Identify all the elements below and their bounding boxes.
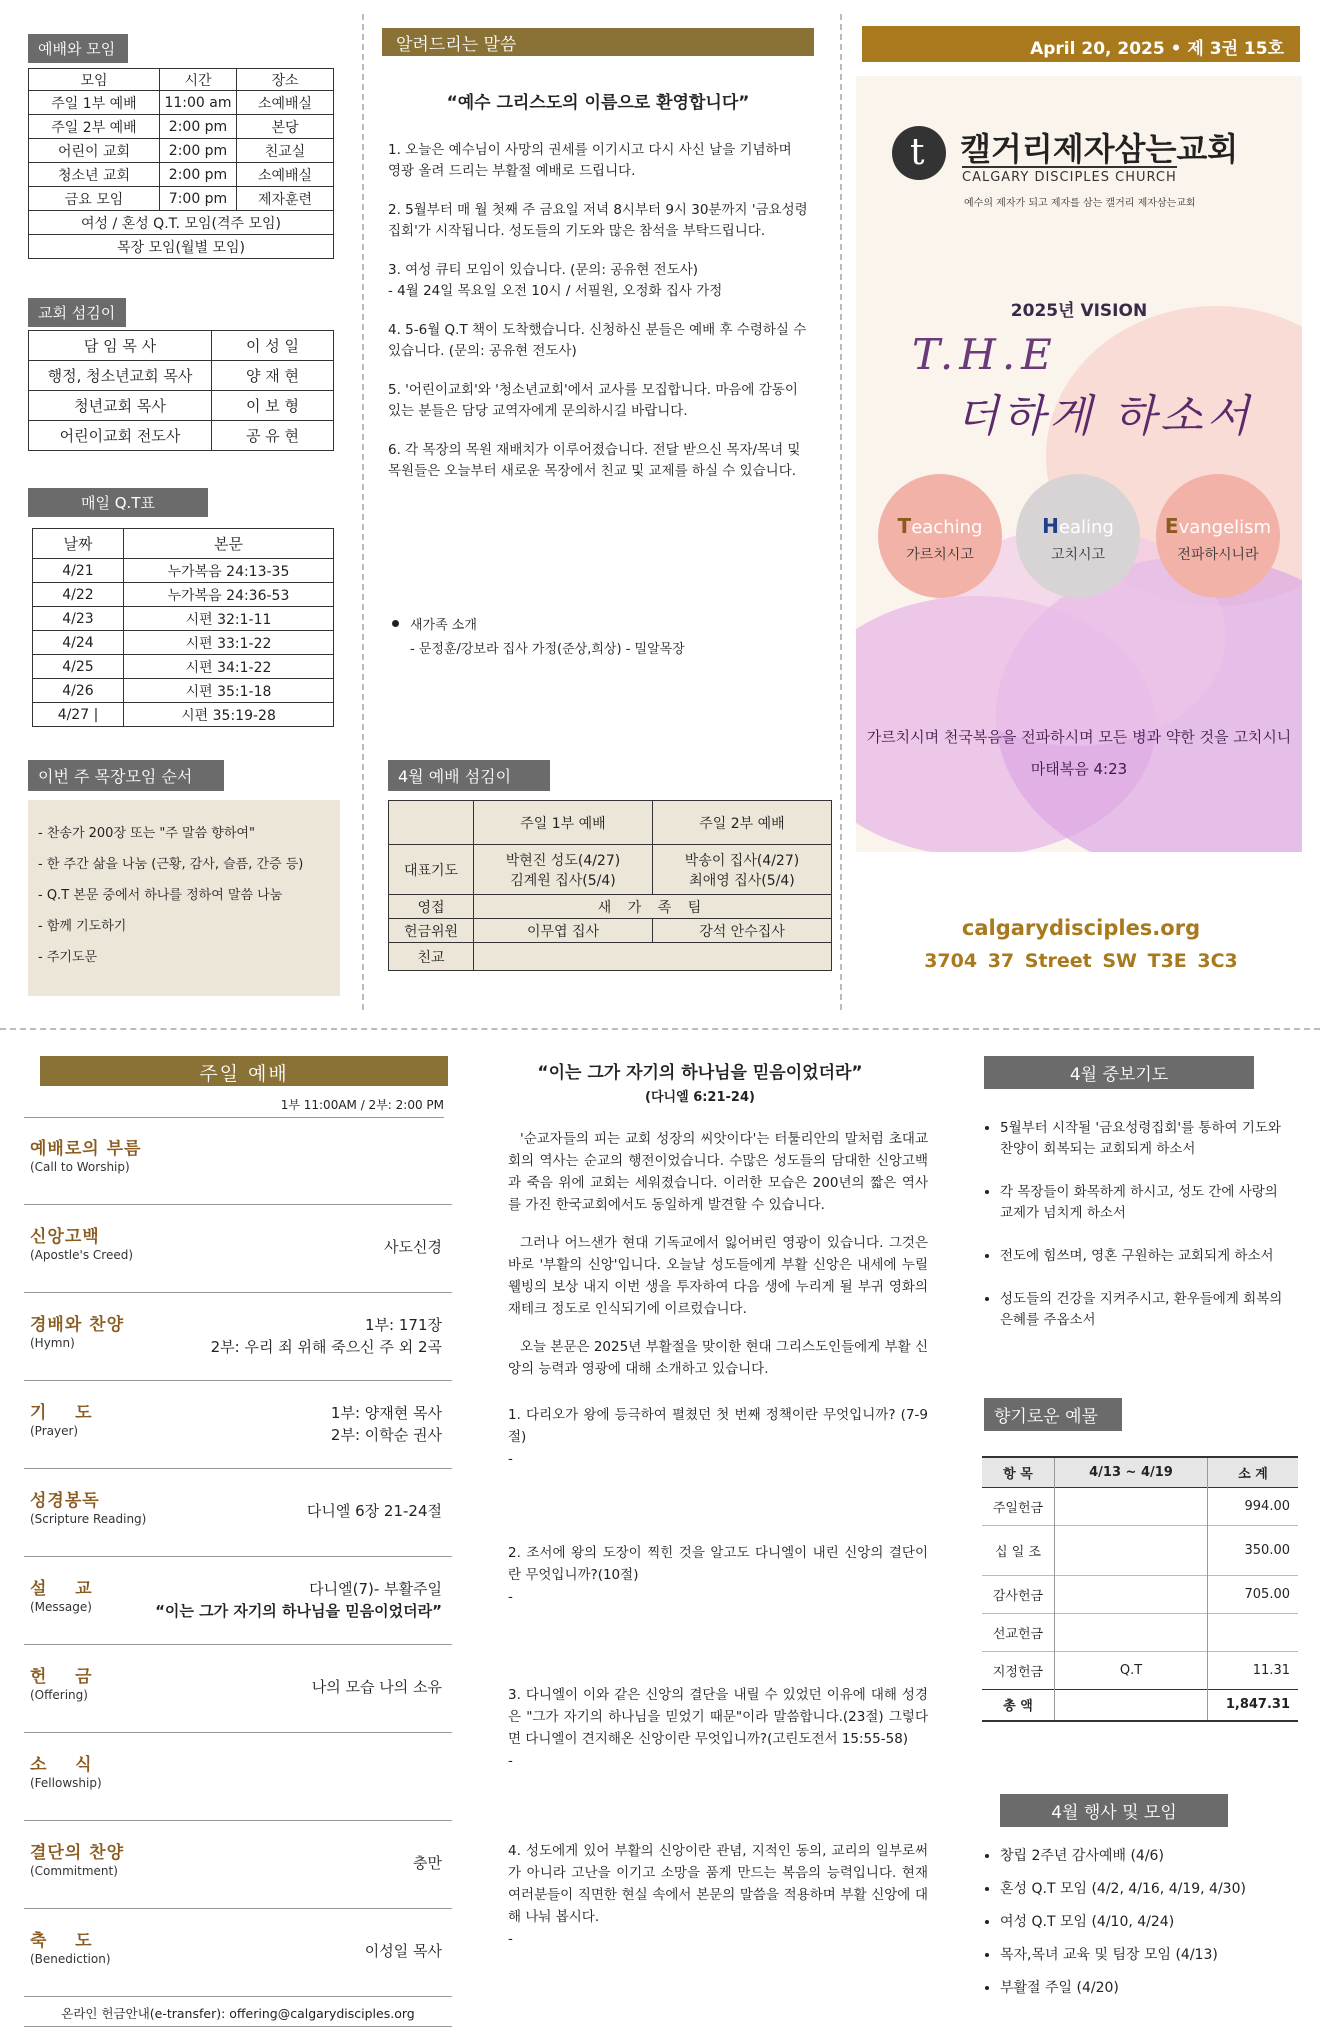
mokjang-item: - Q.T 본문 중에서 하나를 정하여 말씀 나눔 <box>38 888 283 903</box>
table-cell <box>653 845 832 895</box>
table-cell: 4/22 <box>33 583 124 607</box>
order-creed <box>24 1216 452 1293</box>
sunday-worship-header: 주일 예배 <box>40 1056 448 1086</box>
events-list <box>982 1846 1302 2011</box>
order-title: 경배와 찬양 <box>30 1315 125 1335</box>
notice-item: 4. 5-6월 Q.T 책이 도착했습니다. 신청하신 분들은 예배 후 수령하실 수 있습니다. (문의: 공유현 전도사) <box>388 322 807 359</box>
teaching-label: Teaching <box>897 514 983 538</box>
order-sub: (Commitment) <box>30 1864 118 1878</box>
table-header: 장소 <box>237 69 334 91</box>
table-cell: 청년교회 목사 <box>29 391 212 421</box>
notice-item: 6. 각 목장의 목원 재배치가 이루어졌습니다. 전달 받으신 목자/목녀 및 목원들은 오늘부터 새로운 목장에서 친교 및 교제를 하실 수 있습니다. <box>388 442 801 479</box>
table-cell: 강석 안수집사 <box>653 919 832 943</box>
order-hymn <box>24 1304 452 1381</box>
slogan: 더하게 하소서 <box>956 391 1254 442</box>
the-text: T.H.E <box>912 330 1058 379</box>
table-cell: 어린이 교회 <box>29 139 160 163</box>
order-value: 나의 모습 나의 소유 <box>311 1678 442 1696</box>
website-link[interactable]: calgarydisciples.org <box>961 916 1201 940</box>
address: 3704 37 Street SW T3E 3C3 <box>924 950 1238 972</box>
event-item: • 창립 2주년 감사예배 (4/6) <box>1000 1846 1302 1867</box>
bullet-icon <box>392 620 399 627</box>
rep-line: 김계원 집사(5/4) <box>510 872 616 889</box>
order-value: 1부: 171장 2부: 우리 죄 위해 죽으신 주 외 2곡 <box>210 1316 442 1356</box>
order-sub: (Prayer) <box>30 1424 79 1438</box>
qt-table <box>32 528 334 727</box>
sermon-title: “이는 그가 자기의 하나님을 믿음이었더라” <box>537 1063 863 1083</box>
order-sub: (Scripture Reading) <box>30 1512 147 1526</box>
notice-item: 5. '어린이교회'와 '청소년교회'에서 교사를 모집합니다. 마음에 감동이 있는 분들은 담당 교역자에게 문의하시길 바랍니다. <box>388 382 798 419</box>
table-cell: 헌금위원 <box>389 919 474 943</box>
table-cell <box>389 801 474 845</box>
order-value: 사도신경 <box>384 1238 442 1256</box>
order-call-to-worship <box>24 1128 452 1205</box>
healing-label: Healing <box>1042 514 1114 538</box>
table-cell: 대표기도 <box>389 845 474 895</box>
prayer-tag: 4월 중보기도 <box>984 1056 1254 1089</box>
table-header: 주일 2부 예배 <box>653 801 832 845</box>
sermon-paragraph: 그러나 어느샌가 현대 기독교에서 잃어버린 영광이 있습니다. 그것은 바로 '부활의 신앙'입니다. 오늘날 성도들에게 부활 신앙은 내세에 누릴 웰빙의 보상 내지 이번 생을 투자하여 다음 생에 누리게 될 부귀 영화의 재테크 정도로 인식되기에 이르렀습니다. <box>508 1235 928 1317</box>
table-cell: 여성 / 혼성 Q.T. 모임(격주 모임) <box>29 211 334 235</box>
table-cell: 금요 모임 <box>29 187 160 211</box>
teaching-ko: 가르치시고 <box>906 547 974 563</box>
order-benediction <box>24 1920 452 1997</box>
order-offering <box>24 1656 452 1733</box>
evangelism-ko: 전파하시니라 <box>1177 547 1259 563</box>
motto: 예수의 제자가 되고 제자를 삼는 캘거리 제자삼는교회 <box>964 198 1196 209</box>
table-cell <box>1055 1613 1208 1651</box>
rep-line: 박송이 집사(4/27) <box>684 852 800 869</box>
table-header: 항 목 <box>982 1457 1055 1487</box>
notice-item: 3. 여성 큐티 모임이 있습니다. (문의: 공유현 전도사) <box>388 262 699 278</box>
mokjang-tag: 이번 주 목장모임 순서 <box>28 760 224 791</box>
prayer-item: • 5월부터 시작될 '금요성령집회'를 통하여 기도와 찬양이 회복되는 교회되게 하소서 <box>1000 1118 1294 1160</box>
sermon-question: 4. 성도에게 있어 부활의 신앙이란 관념, 지적인 동의, 교리의 일부로써가 아니라 고난을 이기고 소망을 품게 만드는 복음의 능력입니다. 현재 여러분들이 직면한 현실 속에서 본문의 말씀을 적용하며 부활 신앙에 대해 나눠 봅시다. - <box>508 1843 928 1947</box>
table-cell: 소예배실 <box>237 91 334 115</box>
notice-item: 2. 5월부터 매 월 첫째 주 금요일 저녁 8시부터 9시 30분까지 '금요성령집회'가 시작됩니다. 성도들의 기도와 많은 참석을 부탁드립니다. <box>388 202 808 239</box>
order-scripture <box>24 1480 452 1557</box>
table-cell: 시편 32:1-11 <box>124 607 334 631</box>
order-title: 축 도 <box>30 1931 93 1951</box>
order-sub: (Apostle's Creed) <box>30 1248 134 1262</box>
notice-item: 1. 오늘은 예수님이 사망의 권세를 이기시고 다시 사신 날을 기념하며 영광 올려 드리는 부활절 예배로 드립니다. <box>388 142 792 179</box>
order-prayer <box>24 1392 452 1469</box>
event-item: • 부활절 주일 (4/20) <box>1000 1978 1302 1999</box>
order-title: 신앙고백 <box>30 1227 100 1247</box>
order-value: 다니엘(7)- 부활주일 “이는 그가 자기의 하나님을 믿음이었더라” <box>155 1580 442 1620</box>
table-cell <box>1055 1575 1208 1613</box>
order-value: 다니엘 6장 21-24절 <box>306 1502 442 1520</box>
offering-table <box>982 1456 1298 1722</box>
order-sub: (Fellowship) <box>30 1776 102 1790</box>
evangelism-label: Evangelism <box>1164 514 1272 538</box>
table-header: 주일 1부 예배 <box>474 801 653 845</box>
servants-tag: 교회 섬김이 <box>28 298 126 327</box>
fold-line <box>0 1028 1320 1030</box>
table-cell: 주일 2부 예배 <box>29 115 160 139</box>
table-header: 모임 <box>29 69 160 91</box>
online-offering: 온라인 헌금안내(e-transfer): offering@calgarydisciples.org <box>24 2004 452 2027</box>
qt-tag: 매일 Q.T표 <box>28 488 208 517</box>
worship-times: 1부 11:00AM / 2부: 2:00 PM <box>24 1096 444 1118</box>
order-title: 기 도 <box>30 1403 93 1423</box>
table-cell: 11.31 <box>1252 1662 1290 1678</box>
table-cell: 주일헌금 <box>982 1487 1055 1525</box>
table-cell: 이무엽 집사 <box>474 919 653 943</box>
healing-ko: 고치시고 <box>1050 547 1106 563</box>
order-value: 1부: 양재현 목사 2부: 이학순 권사 <box>330 1404 442 1444</box>
order-title: 소 식 <box>30 1755 93 1775</box>
table-cell: 2:00 pm <box>160 163 237 187</box>
order-message <box>24 1568 452 1645</box>
table-cell: 친교 <box>389 943 474 971</box>
table-cell <box>1208 1613 1299 1651</box>
total-value: 1,847.31 <box>1225 1697 1290 1713</box>
order-fellowship <box>24 1744 452 1821</box>
mokjang-item: - 한 주간 삶을 나눔 (근황, 감사, 슬픔, 간증 등) <box>38 857 304 872</box>
table-cell: 2:00 pm <box>160 139 237 163</box>
healing-circle <box>1016 474 1140 598</box>
order-title: 설 교 <box>30 1579 93 1599</box>
table-cell: 본당 <box>237 115 334 139</box>
table-cell: 제자훈련 <box>237 187 334 211</box>
table-header: 소 계 <box>1238 1466 1268 1482</box>
table-cell: 십 일 조 <box>982 1525 1055 1575</box>
sermon-body <box>508 1128 928 1396</box>
notices-list <box>388 140 808 500</box>
table-cell: 이 보 형 <box>212 391 334 421</box>
table-cell: 11:00 am <box>160 91 237 115</box>
prayer-item: • 각 목장들이 화목하게 하시고, 성도 간에 사랑의 교제가 넘치게 하소서 <box>1000 1182 1294 1224</box>
prayer-item: • 전도에 힘쓰며, 영혼 구원하는 교회되게 하소서 <box>1000 1246 1294 1267</box>
offering-tag: 향기로운 예물 <box>984 1398 1122 1431</box>
table-cell: 4/27 | <box>33 703 124 727</box>
rep-line: 최애영 집사(5/4) <box>689 872 795 889</box>
order-sub: (Offering) <box>30 1688 88 1702</box>
table-cell: 350.00 <box>1244 1542 1290 1558</box>
order-sub: (Call to Worship) <box>30 1160 130 1174</box>
teaching-circle <box>878 474 1002 598</box>
table-cell: 누가복음 24:36-53 <box>124 583 334 607</box>
church-name-en: CALGARY DISCIPLES CHURCH <box>962 166 1177 185</box>
april-service-table <box>388 800 832 971</box>
prayer-item: • 성도들의 건강을 지켜주시고, 환우들에게 회복의 은혜를 주옵소서 <box>1000 1289 1294 1331</box>
worship-meetings-tag: 예배와 모임 <box>28 34 128 63</box>
order-sub: (Message) <box>30 1600 92 1614</box>
order-title: 결단의 찬양 <box>30 1843 125 1863</box>
table-cell: 시편 33:1-22 <box>124 631 334 655</box>
table-cell <box>474 943 832 971</box>
logo-t-icon: t <box>910 132 925 173</box>
table-header: 날짜 <box>33 529 124 559</box>
order-value: 충만 <box>413 1854 442 1872</box>
notices-title: “예수 그리스도의 이름으로 환영합니다” <box>446 93 750 113</box>
mokjang-item: - 주기도문 <box>38 950 98 965</box>
table-cell: 7:00 pm <box>160 187 237 211</box>
newfamily-text: - 문정훈/강보라 집사 가정(준상,희상) - 밀알목장 <box>410 642 685 657</box>
table-cell: 선교헌금 <box>982 1613 1055 1651</box>
table-cell: 4/21 <box>33 559 124 583</box>
table-cell: 양 재 현 <box>212 361 334 391</box>
order-sub: (Benediction) <box>30 1952 111 1966</box>
table-cell: 705.00 <box>1244 1586 1290 1602</box>
table-cell: 이 성 일 <box>212 331 334 361</box>
table-cell <box>1055 1487 1208 1525</box>
order-value: 이성일 목사 <box>364 1942 442 1960</box>
verse: 가르치시며 천국복음을 전파하시며 모든 병과 약한 것을 고치시니 <box>866 728 1292 746</box>
table-cell: 주일 1부 예배 <box>29 91 160 115</box>
sermon-paragraph: 오늘 본문은 2025년 부활절을 맞이한 현대 그리스도인들에게 부활 신앙의 능력과 영광에 대해 소개하고 있습니다. <box>508 1339 928 1377</box>
table-cell: 어린이교회 전도사 <box>29 421 212 451</box>
event-item: • 여성 Q.T 모임 (4/10, 4/24) <box>1000 1912 1302 1933</box>
sermon-paragraph: '순교자들의 피는 교회 성장의 씨앗이다'는 터툴리안의 말처럼 초대교회의 역사는 순교의 행전이었습니다. 수많은 성도들의 담대한 신앙고백과 죽음 위에 교회는 세워졌습니다. 이러한 모습은 200년의 짧은 역사를 가진 한국교회에서도 동일하게 발견할 수 있습니다. <box>508 1131 928 1213</box>
notices-header: 알려드리는 말씀 <box>382 28 814 56</box>
table-cell <box>1055 1525 1208 1575</box>
april-service-tag: 4월 예배 섬김이 <box>388 760 550 791</box>
table-cell: 누가복음 24:13-35 <box>124 559 334 583</box>
order-sub: (Hymn) <box>30 1336 75 1350</box>
table-cell: 공 유 현 <box>212 421 334 451</box>
table-cell: Q.T <box>1055 1651 1208 1689</box>
table-cell: 친교실 <box>237 139 334 163</box>
church-name-ko: 캘거리제자삼는교회 <box>960 130 1239 168</box>
table-cell: 소예배실 <box>237 163 334 187</box>
table-cell <box>1055 1689 1208 1721</box>
total-label: 총 액 <box>982 1689 1055 1721</box>
table-cell: 994.00 <box>1244 1498 1290 1514</box>
sermon-question: 2. 조서에 왕의 도장이 찍힌 것을 알고도 다니엘이 내린 신앙의 결단이란 무엇입니까?(10절) - <box>508 1545 928 1605</box>
mokjang-item: - 함께 기도하기 <box>38 919 127 934</box>
table-cell: 시편 34:1-22 <box>124 655 334 679</box>
event-item: • 혼성 Q.T 모임 (4/2, 4/16, 4/19, 4/30) <box>1000 1879 1302 1900</box>
order-title: 헌 금 <box>30 1667 93 1687</box>
table-cell: 감사헌금 <box>982 1575 1055 1613</box>
table-cell <box>474 845 653 895</box>
table-header: 4/13 ~ 4/19 <box>1055 1457 1208 1487</box>
vision-label: 2025년 VISION <box>1010 301 1148 321</box>
worship-meetings-table <box>28 68 334 259</box>
notice-item: - 4월 24일 목요일 오전 10시 / 서필원, 오정화 집사 가정 <box>388 283 723 299</box>
sermon-ref: (다니엘 6:21-24) <box>645 1090 755 1105</box>
rep-line: 박현진 성도(4/27) <box>505 852 621 869</box>
table-cell: 지정헌금 <box>982 1651 1055 1689</box>
event-item: • 목자,목녀 교육 및 팀장 모임 (4/13) <box>1000 1945 1302 1966</box>
date-bar <box>862 26 1300 62</box>
mokjang-item: - 찬송가 200장 또는 "주 말씀 향하여" <box>38 826 255 841</box>
events-tag: 4월 행사 및 모임 <box>1000 1794 1228 1827</box>
table-cell: 영접 <box>389 895 474 919</box>
table-cell: 새 가 족 팀 <box>474 895 832 919</box>
table-cell: 청소년 교회 <box>29 163 160 187</box>
fold-line <box>362 14 364 1010</box>
sermon-question: 1. 다리오가 왕에 등극하여 펼쳤던 첫 번째 정책이란 무엇입니까? (7-9절) - <box>508 1407 928 1467</box>
table-cell: 시편 35:19-28 <box>124 703 334 727</box>
table-cell: 시편 35:1-18 <box>124 679 334 703</box>
prayer-list <box>982 1118 1294 1353</box>
date-text: April 20, 2025 • 제 3권 15호 <box>1030 39 1284 59</box>
table-cell: 행정, 청소년교회 목사 <box>29 361 212 391</box>
evangelism-circle <box>1156 474 1280 598</box>
mokjang-box <box>28 800 340 996</box>
table-header: 시간 <box>160 69 237 91</box>
sermon-question: 3. 다니엘이 이와 같은 신앙의 결단을 내릴 수 있었던 이유에 대해 성경은 "그가 자기의 하나님을 믿었기 때문"이라 말씀합니다.(23절) 그렇다면 다니엘이 견지해온 신앙이란 무엇입니까?(고린도전서 15:55-58) - <box>508 1687 928 1769</box>
table-cell: 담 임 목 사 <box>29 331 212 361</box>
order-title: 성경봉독 <box>30 1491 100 1511</box>
table-header: 본문 <box>124 529 334 559</box>
cover-art <box>856 76 1302 852</box>
table-cell: 목장 모임(월별 모임) <box>29 235 334 259</box>
order-title: 예배로의 부름 <box>30 1139 142 1159</box>
verse-ref: 마태복음 4:23 <box>1030 760 1128 778</box>
newfamily-title: 새가족 소개 <box>410 618 477 633</box>
table-cell: 4/23 <box>33 607 124 631</box>
table-cell: 4/24 <box>33 631 124 655</box>
order-commitment <box>24 1832 452 1909</box>
table-cell: 4/25 <box>33 655 124 679</box>
servants-table <box>28 330 334 451</box>
fold-line <box>840 14 842 1010</box>
table-cell: 4/26 <box>33 679 124 703</box>
table-cell: 2:00 pm <box>160 115 237 139</box>
